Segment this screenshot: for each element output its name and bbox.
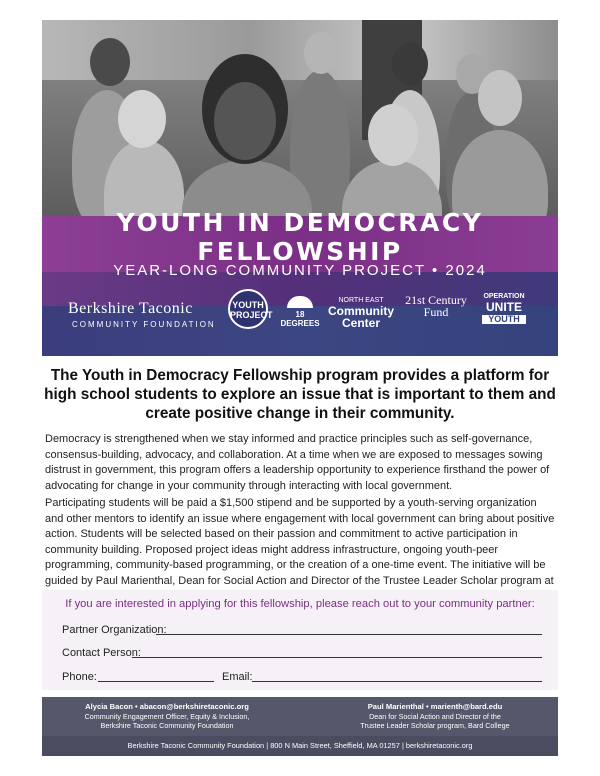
contact-invite: If you are interested in applying for this fellowship, please reach out to your community partner: (65, 598, 535, 610)
operation-unite-logo: OPERATION UNITE YOUTH (483, 293, 525, 324)
northeast-community-center-logo: NORTH EAST Community Center (328, 297, 394, 330)
contact-person-field[interactable] (132, 657, 542, 658)
phone-field[interactable] (98, 681, 214, 682)
contact-right-title: Dean for Social Action and Director of the (369, 711, 501, 721)
email-field[interactable] (252, 681, 542, 682)
lead-statement: The Youth in Democracy Fellowship program provides a platform for high school students to explore an issue that is important to them and create positive change in their community. (44, 367, 556, 422)
paragraph-stipend: Participating students will be paid a $1,500 stipend and be supported by a youth-serving organization and other mentors to identify an issue where engagement with local government can bring about positive action. Students will be selected based on their passion and commitment to active participation in community building. Proposed project ideas might address infrastructure, ongoing youth-peer programming, community-based programming, or the creation of a one-time event. The initiative will be guided by Paul Marienthal, Dean for Social Action and Director of the Trustee Leader Scholar program at (45, 497, 555, 587)
banner-title: YOUTH IN DEMOCRACY FELLOWSHIP (116, 208, 484, 266)
contact-left (62, 702, 272, 731)
contact-person-label: Contact Person: (62, 647, 141, 659)
phone-label: Phone: (62, 671, 97, 683)
contact-left-name: Alycia Bacon • abacon@berkshiretaconic.org (85, 702, 249, 711)
youth-project-logo: YOUTH PROJECT (228, 289, 268, 329)
contact-left-org: Berkshire Taconic Community Foundation (100, 721, 234, 730)
contact-left-title: Community Engagement Officer, Equity & Inclusion, (84, 711, 250, 721)
foundation-address: Berkshire Taconic Community Foundation | 800 N Main Street, Sheffield, MA 01257 | berkshiretaconic.org (127, 741, 473, 750)
contact-right-name: Paul Marienthal • marienth@bard.edu (367, 702, 503, 711)
email-label: Email: (222, 671, 253, 683)
contact-right-org: Trustee Leader Scholar program, Bard College (360, 721, 510, 730)
sun-icon (287, 296, 313, 308)
18-degrees-logo: 18 DEGREES (277, 296, 323, 328)
berkshire-taconic-logo: Berkshire Taconic (68, 300, 193, 317)
paragraph-democracy: Democracy is strengthened when we stay informed and practice principles such as self-governance, consensus-building, advocacy, and collaboration. At a time when we are exposed to messages sowing distrust in government, this program offers a leadership opportunity to experience firsthand the power of advocating for change in your community through interacting with local government. (45, 433, 550, 492)
partner-organization-label: Partner Organization: (62, 624, 167, 636)
partner-organization-field[interactable] (156, 634, 542, 635)
contact-right (330, 702, 540, 731)
banner-subtitle: YEAR-LONG COMMUNITY PROJECT • 2024 (113, 262, 487, 279)
berkshire-taconic-logo-sub: COMMUNITY FOUNDATION (72, 320, 216, 329)
21st-century-fund-logo: 21st Century Fund (405, 293, 467, 319)
students-photo (42, 20, 558, 216)
